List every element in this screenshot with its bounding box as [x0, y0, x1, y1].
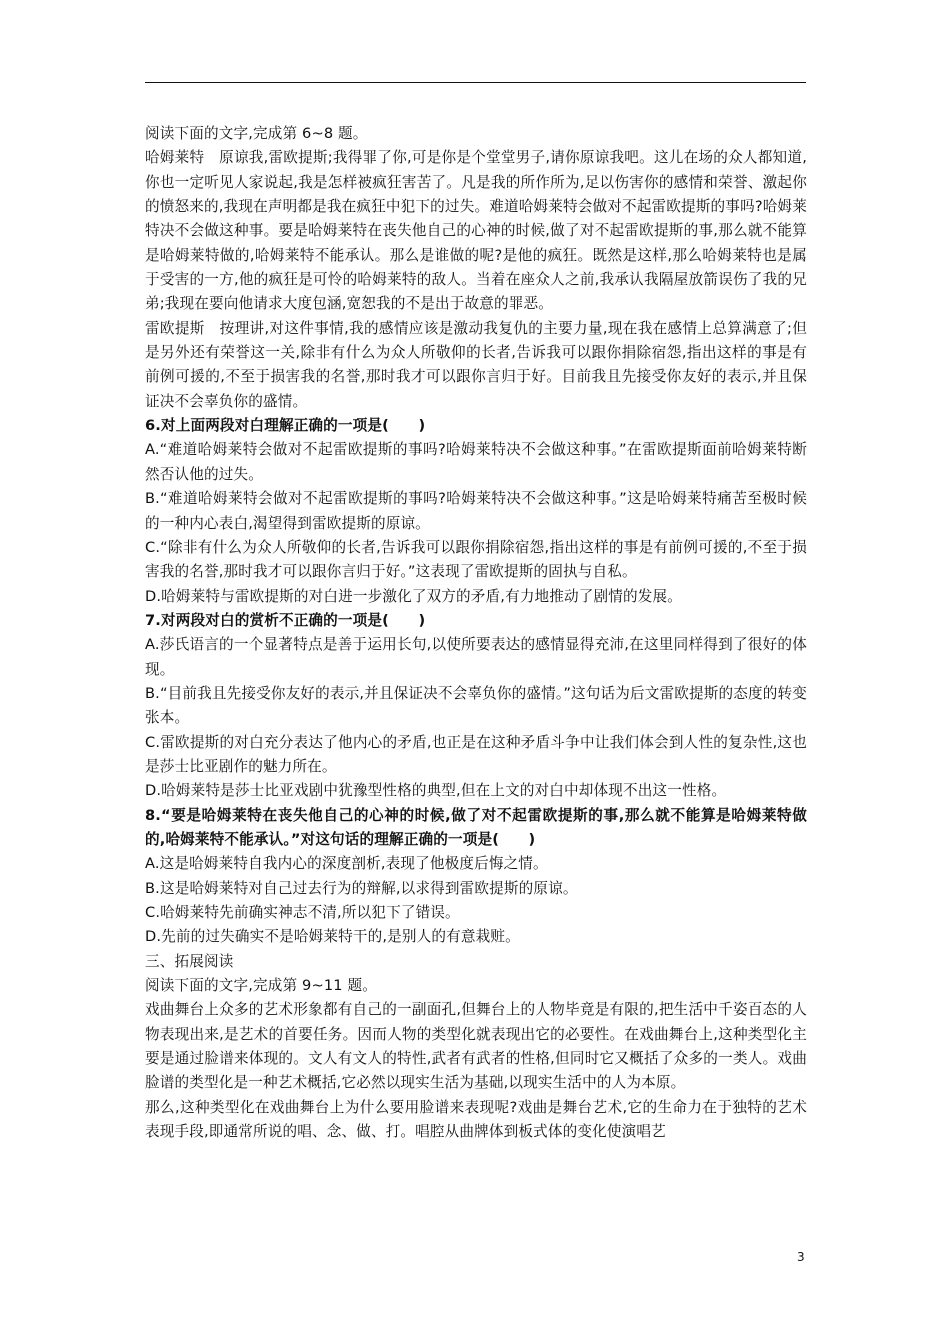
section-intro: 阅读下面的文字,完成第 9~11 题。: [145, 977, 377, 995]
question-7-stem: 7.对两段对白的赏析不正确的一项是( ): [145, 611, 426, 629]
question-6-option-c: C.“除非有什么为众人所敬仰的长者,告诉我可以跟你捐除宿怨,指出这样的事是有前例可援的,不至于损害我的名誉,那时我才可以跟你言归于好。”这表现了雷欧提斯的固执与自私。: [145, 538, 807, 581]
page-number: 3: [797, 1250, 805, 1264]
question-6-option-b: B.“难道哈姆莱特会做对不起雷欧提斯的事吗?哈姆莱特决不会做这种事。”这是哈姆莱特痛苦至极时候的一种内心表白,渴望得到雷欧提斯的原谅。: [145, 490, 807, 532]
question-8-option-c: C.哈姆莱特先前确实神志不清,所以犯下了错误。: [145, 904, 460, 921]
opera-mask-paragraph-2: 那么,这种类型化在戏曲舞台上为什么要用脸谱来表现呢?戏曲是舞台艺术,它的生命力在于独特的艺术表现手段,即通常所说的唱、念、做、打。唱腔从曲牌体到板式体的变化使演唱艺: [145, 1098, 807, 1141]
question-7-option-c: C.雷欧提斯的对白充分表达了他内心的矛盾,也正是在这种矛盾斗争中让我们体会到人性的复杂性,这也是莎士比亚剧作的魅力所在。: [145, 733, 807, 775]
question-7-option-d: D.哈姆莱特是莎士比亚戏剧中犹豫型性格的典型,但在上文的对白中却体现不出这一性格。: [145, 782, 727, 800]
opera-mask-paragraph-1: 戏曲舞台上众多的艺术形象都有自己的一副面孔,但舞台上的人物毕竟是有限的,把生活中千姿百态的人物表现出来,是艺术的首要任务。因而人物的类型化就表现出它的必要性。在戏曲舞台上,这种类型化主要是通过脸谱来体现的。文人有文人的特性,武者有武者的性格,但同时它又概括了众多的一类人。戏曲脸谱的类型化是一种艺术概括,它必然以现实生活为基础,以现实生活中的人为本原。: [145, 1001, 807, 1092]
document-body: [145, 122, 807, 1144]
passage-intro: 阅读下面的文字,完成第 6~8 题。: [145, 125, 368, 142]
question-8-stem: 8.“要是哈姆莱特在丧失他自己的心神的时候,做了对不起雷欧提斯的事,那么就不能算是哈姆莱特做的,哈姆莱特不能承认。”对这句话的理解正确的一项是( ): [145, 806, 807, 848]
question-6-stem: 6.对上面两段对白理解正确的一项是( ): [145, 417, 426, 435]
section-heading: 三、拓展阅读: [145, 952, 234, 970]
header-rule: [145, 82, 806, 83]
question-7-option-a: A.莎氏语言的一个显著特点是善于运用长句,以使所要表达的感情显得充沛,在这里同样得到了很好的体现。: [145, 636, 807, 678]
question-8-option-b: B.这是哈姆莱特对自己过去行为的辩解,以求得到雷欧提斯的原谅。: [145, 879, 578, 897]
hamlet-dialogue: 哈姆莱特 原谅我,雷欧提斯;我得罪了你,可是你是个堂堂男子,请你原谅我吧。这儿在场的众人都知道,你也一定听见人家说起,我是怎样被疯狂害苦了。凡是我的所作所为,足以伤害你的感情和荣誉、激起你的愤怒来的,我现在声明都是我在疯狂中犯下的过失。难道哈姆莱特会做对不起雷欧提斯的事吗?哈姆莱特决不会做这种事。要是哈姆莱特在丧失他自己的心神的时候,做了对不起雷欧提斯的事,那么就不能算是哈姆莱特做的,哈姆莱特不能承认。那么是谁做的呢?是他的疯狂。既然是这样,那么哈姆莱特也是属于受害的一方,他的疯狂是可怜的哈姆莱特的敌人。当着在座众人之前,我承认我隔屋放箭误伤了我的兄弟;我现在要向他请求大度包涵,宽恕我的不是出于故意的罪恶。: [145, 149, 807, 313]
question-7-option-b: B.“目前我且先接受你友好的表示,并且保证决不会辜负你的盛情。”这句话为后文雷欧提斯的态度的转变张本。: [145, 684, 807, 727]
question-8-option-a: A.这是哈姆莱特自我内心的深度剖析,表现了他极度后悔之情。: [145, 855, 548, 873]
laertes-dialogue: 雷欧提斯 按理讲,对这件事情,我的感情应该是激动我复仇的主要力量,现在我在感情上总算满意了;但是另外还有荣誉这一关,除非有什么为众人所敬仰的长者,告诉我可以跟你捐除宿怨,指出这样的事是有前例可援的,不至于损害我的名誉,那时我才可以跟你言归于好。目前我且先接受你友好的表示,并且保证决不会辜负你的盛情。: [145, 319, 807, 410]
question-6-option-d: D.哈姆莱特与雷欧提斯的对白进一步激化了双方的矛盾,有力地推动了剧情的发展。: [145, 587, 682, 605]
question-6-option-a: A.“难道哈姆莱特会做对不起雷欧提斯的事吗?哈姆莱特决不会做这种事。”在雷欧提斯面前哈姆莱特断然否认他的过失。: [145, 441, 807, 483]
question-8-option-d: D.先前的过失确实不是哈姆莱特干的,是别人的有意栽赃。: [145, 928, 520, 946]
